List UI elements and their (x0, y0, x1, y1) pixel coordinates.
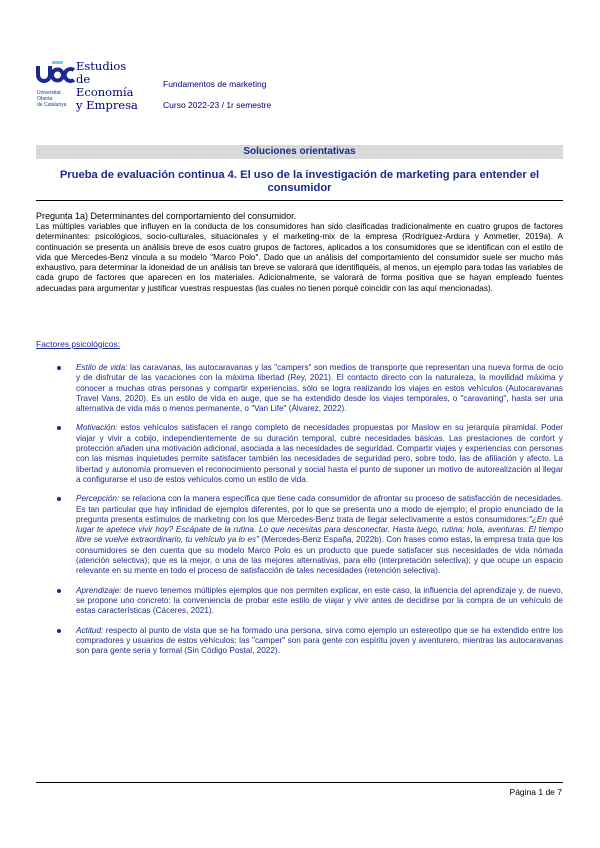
factor-text-tail: (Mercedes-Benz España, 2022b). Con frases como estas, la empresa trata que los consumidores se den cuenta que su modelo Marco Polo es un producto que puede satisfacer sus necesidades de vida nómada (atención selectiva); que es la mejor, o una de las mejores alternativas, para ello (interpretación selectiva); y que ocupe un espacio relevante en su mente en todo el proceso de satisfacción de tales necesidades (retención selectiva). (76, 535, 564, 576)
bullet-icon (57, 629, 61, 633)
exam-title: Prueba de evaluación continua 4. El uso de la investigación de marketing para entender el consumidor (59, 169, 540, 194)
bullet-icon (57, 366, 61, 370)
course-header (163, 79, 271, 121)
bullet-icon (57, 497, 61, 501)
factor-term: Percepción: (76, 494, 120, 504)
list-item (56, 626, 563, 657)
uoc-logo-mark (36, 60, 76, 88)
logo-title: Estudios de Economía y Empresa (76, 59, 138, 112)
list-item (56, 494, 563, 576)
course-name: Fundamentos de marketing (163, 79, 267, 89)
factor-text: las caravanas, las autocaravanas y las "campers" son medios de transporte que representan una nueva forma de ocio y de disfrutar de las vacaciones con la máxima libertad (Rey, 2021). El contacto directo con la naturaleza, la movilidad máxima y conocer a muchas otras personas y compartir experiencias, sólo se logra realizando los viajes en estos vehículos (Autocaravanas Travel Vans, 2020). Es un estilo de vida en auge, que se ha extendido desde los viajes temporales, o "caravaning", hasta ser una alternativa de vida más o menos permanente, o "Van Life" (Álvarez, 2022). (76, 363, 563, 414)
factor-term: Motivación: (76, 423, 118, 433)
course-term: Curso 2022-23 / 1r semestre (163, 100, 272, 110)
solutions-banner: Soluciones orientativas (36, 145, 563, 159)
question-title: Pregunta 1a) Determinantes del comportamiento del consumidor. (36, 211, 297, 221)
factor-text: respecto al punto de vista que se ha formado una persona, sirva como ejemplo un estereotipo que se ha extendido entre los compradores y usuarios de estos vehículos: las "camper" son para gente con espíritu joven y aventurero, mientras las autocaravanas son para gente seria y formal (Sin Código Postal, 2022). (76, 625, 563, 656)
divider-top (36, 200, 563, 201)
list-item (56, 363, 563, 414)
list-item (56, 586, 563, 617)
logo-subtitle: Universitat Oberta de Catalunya (37, 90, 67, 108)
list-item (56, 423, 563, 485)
factor-text: de nuevo tenemos múltiples ejemplos que nos permiten explicar, en este caso, la influencia del aprendizaje y, de nuevo, se propone uno concreto: la conveniencia de probar este estilo de viajar y vivir antes de decidirse por la compra de un vehículo de estas características (Cáceres, 2021). (76, 585, 563, 616)
page-number: Página 1 de 7 (509, 787, 562, 797)
factor-term: Actitud: (76, 625, 104, 635)
bullet-icon (57, 426, 61, 430)
section-heading: Factores psicológicos: (36, 339, 121, 349)
factor-text: estos vehículos satisfacen el rango completo de necesidades propuestas por Maslow en su jerarquía piramidal. Poder viajar y vivir a cobijo, independientemente de su duración temporal, cubre necesidades básicas. Las prestaciones de confort y protección añaden una motivación adicional, asociada a las necesidades de seguridad. Compartir viajes y experiencias con personas con las mismas inquietudes permite satisfacer también las necesidades de seguridad pero, sobre todo, las de afiliación y afecto. La libertad y autonomía promueven el reconocimiento personal y social hasta el punto de suponer un motivo de autorealización al llegar a configurarse el uso de estos vehículos como un estilo de vida. (76, 423, 563, 484)
factor-term: Aprendizaje: (76, 585, 122, 595)
factor-term: Estilo de vida: (76, 363, 128, 372)
factor-quote: "¿En qué lugar te apetece vivir hoy? Escápate de la rutina. Lo que necesitas para desconectar. Hasta luego, rutina; hola, aventuras. El tiempo libre se vuelve extraordinario, tu vehículo ya lo es" (76, 514, 564, 545)
factors-list (56, 363, 563, 665)
bullet-icon (57, 589, 61, 593)
factor-text: se relaciona con la manera específica que tiene cada consumidor de afrontar su proceso de satisfacción de necesidades. Es tan particular que hay infinidad de ejemplos diferentes, por lo que se presenta uno a modo de ejemplo; el propio enunciado de la pregunta presenta estímulos de marketing con los que Mercedes-Benz trata de llegar selectivamente a estos consumidores: (76, 494, 563, 524)
divider-bottom (36, 782, 563, 783)
intro-paragraph: Las múltiples variables que influyen en la conducta de los consumidores han sido clasificadas tradicionalmente en cuatro grupos de factores determinantes: psicológicos, socio-culturales, situacionales y el marketing-mix de la empresa (Rodríguez-Ardura y Ammetler, 2019a). A continuación se presenta un análisis breve de esos cuatro grupos de factores, aplicados a los consumidores que se identifican con el estilo de vida que Mercedes-Benz vincula a su modelo "Marco Polo". Dado que un análisis del comportamiento del consumidor suele ser mucho más exhaustivo, para determinar la idoneidad de un análisis tan breve se valorará que identifiquéis, al menos, un ejemplo para todas las variables de cada grupo de factores que aparecen en los materiales. Adicionalmente, se valorará de forma positiva que se hayan empleado fuentes adecuadas para argumentar y justificar vuestras respuestas (las cuales no tienen porqué coincidir con las aquí mencionadas). (36, 222, 563, 293)
uoc-logo (36, 58, 150, 116)
